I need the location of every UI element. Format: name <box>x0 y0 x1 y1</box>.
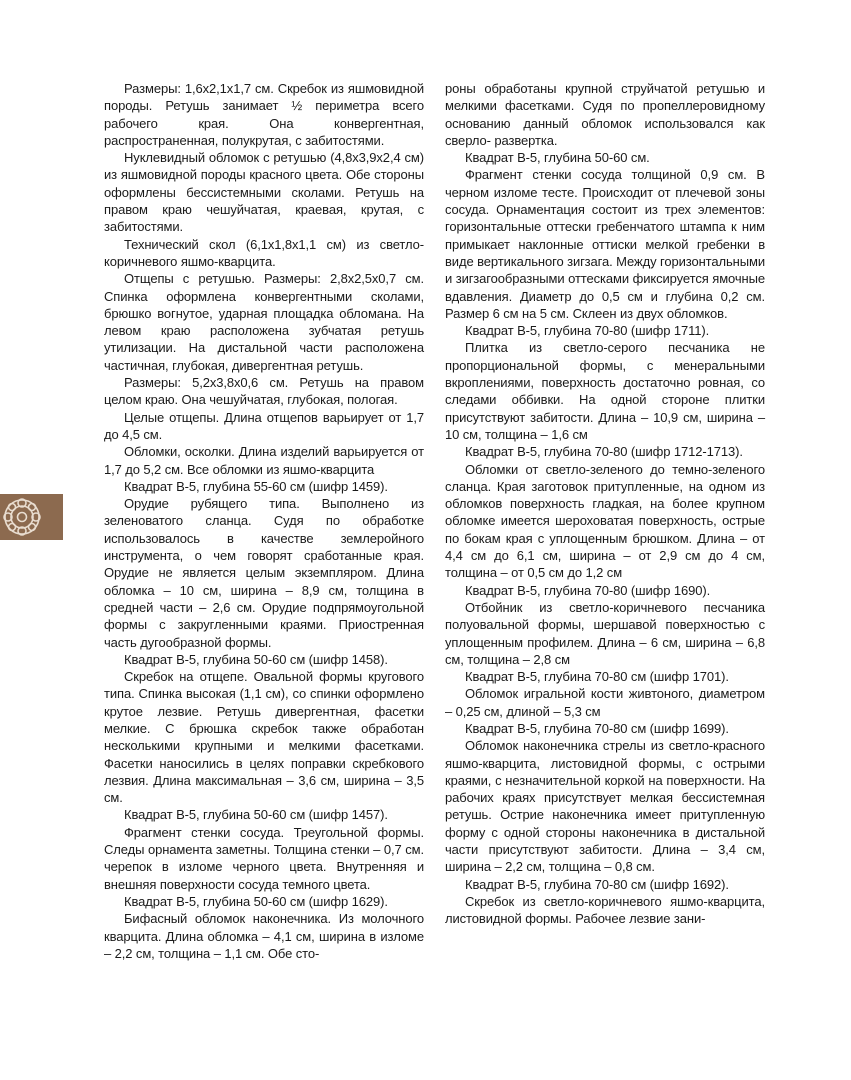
paragraph: Обломки от светло-зеленого до темно-зеленого сланца. Края заготовок притупленные, на одном из обломков поверхность гладкая, на более крупном обломке имеется шероховатая поверхность, острые по бокам края с уплощенным брюшком. Длина – от 4,4 см до 6,1 см, ширина – от 2,9 см до 4 см, толщина – от 0,5 см до 1,2 см <box>445 461 765 581</box>
left-column <box>104 80 424 962</box>
page-number: 140 <box>40 1000 67 1017</box>
paragraph: Фрагмент стенки сосуда. Треугольной формы. Следы орнамента заметны. Толщина стенки – 0,7 см. черепок в изломе черного цвета. Внутренняя и внешняя поверхности сосуда темного цвета. <box>104 824 424 892</box>
paragraph: Размеры: 5,2x3,8x0,6 см. Ретушь на правом целом краю. Она чешуйчатая, глубокая, пологая. <box>104 375 424 408</box>
paragraph: Квадрат В-5, глубина 70-80 (шифр 1712-1713). <box>465 444 743 460</box>
paragraph: Нуклевидный обломок с ретушью (4,8x3,9x2,4 см) из яшмовидной породы красного цвета. Обе стороны оформлены бессистемными сколами. Ретушь на правом краю чешуйчатая, краевая, крутая, с забитостями. <box>104 150 424 235</box>
paragraph: Скребок на отщепе. Овальной формы кругового типа. Спинка высокая (1,1 см), со спинки оформлено крутое лезвие. Ретушь дивергентная, фасетки мелкие. С брюшка скребок также обработан несколькими крупными и мелкими фасетками. Фасетки наносились в целях поправки скребкового лезвия. Длина максимальная – 3,6 см, ширина – 3,5 см. <box>104 669 424 806</box>
paragraph: Квадрат В-5, глубина 70-80 см (шифр 1692). <box>465 876 729 892</box>
paragraph: Орудие рубящего типа. Выполнено из зеленоватого сланца. Судя по обработке использовалось в качестве землеройного инструмента, о чем говорят сработанные края. Орудие не является целым экземпляром. Длина обломка – 10 см, ширина – 8,9 см, толщина в средней части – 2,6 см. Орудие подпрямоугольной формы с закругленными краями. Приостренная часть дугообразной формы. <box>104 496 424 650</box>
paragraph: Квадрат В-5, глубина 70-80 (шифр 1711). <box>465 323 710 339</box>
paragraph: Размеры: 1,6x2,1x1,7 см. Скребок из яшмовидной породы. Ретушь занимает ½ периметра всего рабочего края. Она конвергентная, распространенная, полукрутая, с забитостями. <box>104 81 424 148</box>
paragraph: Обломки, осколки. Длина изделий варьируется от 1,7 до 5,2 см. Все обломки из яшмо-кварцита <box>104 444 424 477</box>
paragraph: Бифасный обломок наконечника. Из молочного кварцита. Длина обломка – 4,1 см, ширина в изломе – 2,2 см, толщина – 1,1 см. Обе сто- <box>104 911 424 961</box>
paragraph: Квадрат В-5, глубина 50-60 см (шифр 1629). <box>124 893 388 909</box>
paragraph: Квадрат В-5, глубина 55-60 см (шифр 1459). <box>124 478 388 494</box>
paragraph: Обломок наконечника стрелы из светло-красного яшмо-кварцита, листовидной формы, с острыми краями, с незначительной коркой на поверхности. На рабочих краях присутствует мелкая бессистемная ретушь. Острие наконечника имеет притупленную форму с одной стороны наконечника в дистальной части присутствуют забитости. Длина – 3,4 см, ширина – 2,2 см, толщина – 0,8 см. <box>445 738 765 875</box>
paragraph: Обломок игральной кости живтоного, диаметром – 0,25 см, длиной – 5,3 см <box>445 686 765 719</box>
paragraph: Фрагмент стенки сосуда толщиной 0,9 см. В черном изломе тесте. Происходит от плечевой зоны сосуда. Орнаментация состоит из трех элементов: горизонтальные оттески гребенчатого штампа к ним примыкает наклонные оттиски мелкой гребенки в виде вертикального зигзага. Между горизонтальными и зигзагообразными оттесками фиксируется ямочные вдавления. Диаметр до 0,5 см и глубина 0,2 см. Размер 6 см на 5 см. Склеен из двух обломков. <box>445 167 766 321</box>
paragraph: Целые отщепы. Длина отщепов варьирует от 1,7 до 4,5 см. <box>104 409 424 442</box>
ornament-icon <box>2 497 42 537</box>
paragraph: Отщепы с ретушью. Размеры: 2,8x2,5x0,7 см. Спинка оформлена конвергентными сколами, брюшко вогнутое, ударная площадка обломана. На левом краю расположена зубчатая ретушь утилизации. На дистальной части расположена частичная, глубокая, дивергентная ретушь. <box>104 271 424 373</box>
page-number-tab <box>0 494 67 1017</box>
paragraph: Плитка из светло-серого песчаника не пропорциональной формы, с менеральными вкроплениями, поверхность достаточно ровная, со следами оббивки. На одной стороне плитки присутствуют забитости. Длина – 10,9 см, ширина – 10 см, толщина – 1,6 см <box>445 340 765 442</box>
paragraph: Скребок из светло-коричневого яшмо-кварцита, листовидной формы. Рабочее лезвие зани- <box>445 893 765 927</box>
paragraph: Квадрат В-5, глубина 70-80 (шифр 1690). <box>465 582 711 598</box>
right-column <box>445 80 765 928</box>
paragraph: Квадрат В-5, глубина 70-80 см (шифр 1699). <box>465 720 729 736</box>
paragraph: роны обработаны крупной струйчатой ретушью и мелкими фасетками. Судя по пропеллеровидному основанию данный обломок использовался как сверло- развертка. <box>445 81 765 148</box>
paragraph: Квадрат В-5, глубина 50-60 см (шифр 1458). <box>124 651 388 667</box>
paragraph: Квадрат В-5, глубина 70-80 см (шифр 1701). <box>465 669 729 685</box>
paragraph: Отбойник из светло-коричневого песчаника полуовальной формы, шершавой поверхностью с уплощенным профилем. Длина – 6 см, ширина – 6,8 см, толщина – 2,8 см <box>445 599 765 667</box>
paragraph: Квадрат В-5, глубина 50-60 см. <box>465 150 650 166</box>
paragraph: Технический скол (6,1x1,8x1,1 см) из светло-коричневого яшмо-кварцита. <box>104 236 424 269</box>
paragraph: Квадрат В-5, глубина 50-60 см (шифр 1457). <box>124 807 388 823</box>
